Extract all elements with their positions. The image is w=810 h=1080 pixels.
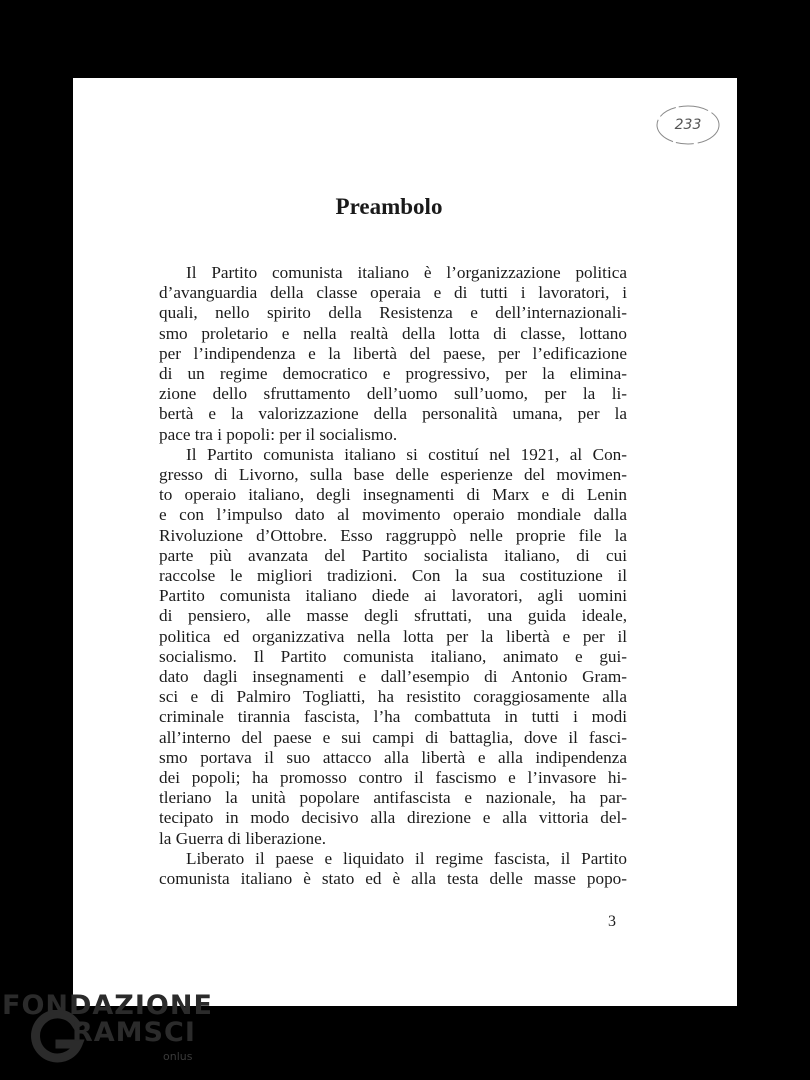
text-line: la Guerra di liberazione. xyxy=(159,828,327,848)
text-line: raccolse le migliori tradizioni. Con la sua costituzione il xyxy=(159,566,627,586)
text-line: criminale tirannia fascista, l’ha combattuta in tutti i modi xyxy=(159,707,627,727)
text-line: per l’indipendenza e la libertà del paese, per l’edificazione xyxy=(159,343,627,363)
body-text xyxy=(159,263,627,889)
page-number: 3 xyxy=(608,913,616,930)
text-line: politica ed organizzativa nella lotta per la libertà e per il xyxy=(159,626,627,646)
text-line: all’interno del paese e sui campi di battaglia, dove il fasci- xyxy=(159,727,627,747)
document-page xyxy=(73,78,737,1006)
annotation-text: 233 xyxy=(674,117,702,133)
text-line: dei popoli; ha promosso contro il fascismo e l’invasore hi- xyxy=(159,768,627,788)
text-line: di un regime democratico e progressivo, per la elimina- xyxy=(159,364,627,384)
handwritten-annotation xyxy=(655,103,721,147)
text-line: smo portava il suo attacco alla libertà e alla indipendenza xyxy=(159,747,627,767)
text-line: to operaio italiano, degli insegnamenti di Marx e di Lenin xyxy=(159,485,627,505)
watermark-line1: FONDAZIONE xyxy=(2,990,213,1021)
watermark-line2: RAMSCI xyxy=(72,1017,196,1048)
text-line: parte più avanzata del Partito socialista italiano, di cui xyxy=(159,545,627,565)
text-line: tecipato in modo decisivo alla direzione e alla vittoria del- xyxy=(159,808,627,828)
text-line: socialismo. Il Partito comunista italiano, animato e gui- xyxy=(159,646,627,666)
text-line: bertà e la valorizzazione della personalità umana, per la xyxy=(159,404,627,424)
text-line: d’avanguardia della classe operaia e di tutti i lavoratori, i xyxy=(159,283,627,303)
text-line: di pensiero, alle masse degli sfruttati, una guida ideale, xyxy=(159,606,627,626)
text-line: quali, nello spirito della Resistenza e dell’internazionali- xyxy=(159,303,627,323)
text-line: Il Partito comunista italiano si costituí nel 1921, al Con- xyxy=(186,444,627,464)
fondazione-gramsci-watermark xyxy=(0,990,240,1080)
page-title: Preambolo xyxy=(335,194,443,219)
text-line: zione dello sfruttamento dell’uomo sull’uomo, per la li- xyxy=(159,384,627,404)
text-line: tleriano la unità popolare antifascista e nazionale, ha par- xyxy=(159,788,627,808)
text-line: Liberato il paese e liquidato il regime fascista, il Partito xyxy=(186,848,627,868)
text-line: comunista italiano è stato ed è alla testa delle masse popo- xyxy=(159,869,627,889)
text-line: e con l’impulso dato al movimento operaio mondiale dalla xyxy=(159,505,627,525)
text-line: Rivoluzione d’Ottobre. Esso raggruppò nelle proprie file la xyxy=(159,525,627,545)
text-line: Partito comunista italiano diede ai lavoratori, agli uomini xyxy=(159,586,627,606)
text-line: gresso di Livorno, sulla base delle esperienze del movimen- xyxy=(159,465,627,485)
text-line: pace tra i popoli: per il socialismo. xyxy=(159,424,398,444)
text-line: smo proletario e nella realtà della lotta di classe, lottano xyxy=(159,323,627,343)
text-line: sci e di Palmiro Togliatti, ha resistito coraggiosamente alla xyxy=(159,687,627,707)
watermark-onlus: onlus xyxy=(163,1050,193,1063)
text-line: Il Partito comunista italiano è l’organizzazione politica xyxy=(186,263,627,282)
text-line: dato dagli insegnamenti e dall’esempio di Antonio Gram- xyxy=(159,667,627,687)
